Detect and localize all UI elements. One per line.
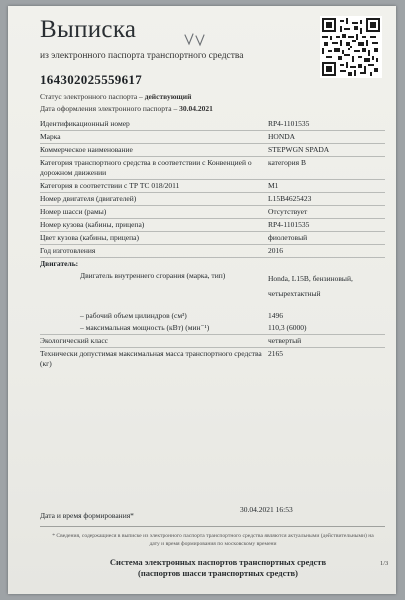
qr-code-icon bbox=[320, 16, 382, 78]
engine-type-label: Двигатель внутреннего сгорания (марка, тип) bbox=[80, 271, 226, 280]
status-line bbox=[40, 92, 191, 101]
row-value: L15B4625423 bbox=[268, 194, 312, 203]
table-row bbox=[40, 118, 385, 130]
row-value: четвертый bbox=[268, 336, 302, 345]
engine-type-value: Honda, L15B, бензиновый, четырехтактный bbox=[268, 274, 353, 298]
issue-date-label: Дата оформления электронного паспорта – bbox=[40, 104, 180, 113]
table-row bbox=[40, 205, 385, 218]
row-value: RP4-1101535 bbox=[268, 220, 310, 229]
table-row bbox=[40, 231, 385, 244]
row-value: M1 bbox=[268, 181, 279, 190]
row-label: Номер двигателя (двигателей) bbox=[40, 194, 137, 203]
footnote: * Сведения, содержащиеся в выписке из электронного паспорта транспортного средства являются актуальными (действительными) на дату и время формирования по московскому времени bbox=[52, 533, 374, 547]
row-label: Коммерческое наименование bbox=[40, 145, 133, 154]
status-value: действующий bbox=[144, 92, 192, 101]
table-row bbox=[40, 192, 385, 205]
document-number: 164302025559617 bbox=[40, 72, 142, 87]
row-value: категория B bbox=[268, 158, 307, 167]
engine-volume-row bbox=[40, 310, 385, 322]
row-label: Идентификационный номер bbox=[40, 119, 130, 128]
row-value: Отсутствует bbox=[268, 207, 308, 216]
row-label: Год изготовления bbox=[40, 246, 96, 255]
table-row bbox=[40, 179, 385, 192]
table-row bbox=[40, 334, 385, 347]
document-subtitle: из электронного паспорта транспортного средства bbox=[40, 51, 244, 61]
row-label: Технически допустимая максимальная масса транспортного средства (кг) bbox=[40, 349, 262, 368]
table-row bbox=[40, 244, 385, 257]
engine-header: Двигатель: bbox=[40, 259, 79, 268]
row-value: 2165 bbox=[268, 349, 283, 358]
page-number: 1/3 bbox=[380, 560, 389, 567]
formed-value: 30.04.2021 16:53 bbox=[240, 505, 293, 514]
engine-type-row bbox=[40, 270, 385, 302]
row-label: Категория в соответствии с ТР ТС 018/2011 bbox=[40, 181, 180, 190]
row-value: RP4-1101535 bbox=[268, 119, 310, 128]
status-label: Статус электронного паспорта – bbox=[40, 92, 145, 101]
issue-date-value: 30.04.2021 bbox=[179, 104, 213, 113]
row-label: Цвет кузова (кабины, прицепа) bbox=[40, 233, 139, 242]
row-label: Номер шасси (рамы) bbox=[40, 207, 107, 216]
engine-power-label: – максимальная мощность (кВт) (мин⁻¹) bbox=[80, 323, 210, 332]
table-row bbox=[40, 218, 385, 231]
document-sheet bbox=[8, 6, 396, 594]
row-label: Марка bbox=[40, 132, 61, 141]
document-title: Выписка bbox=[40, 16, 137, 43]
row-value: фиолетовый bbox=[268, 233, 308, 242]
row-label: Номер кузова (кабины, прицепа) bbox=[40, 220, 145, 229]
row-value: 2016 bbox=[268, 246, 283, 255]
engine-volume-value: 1496 bbox=[268, 311, 283, 320]
handwritten-signature-icon bbox=[183, 32, 209, 48]
table-row bbox=[40, 143, 385, 156]
vehicle-data-table bbox=[40, 118, 385, 370]
table-row bbox=[40, 130, 385, 143]
engine-volume-label: – рабочий объем цилиндров (см³) bbox=[80, 311, 187, 320]
row-value: STEPWGN SPADA bbox=[268, 145, 330, 154]
table-row bbox=[40, 347, 385, 370]
footer-divider bbox=[40, 526, 385, 527]
table-row bbox=[40, 156, 385, 179]
engine-header-row bbox=[40, 257, 385, 270]
system-title: Система электронных паспортов транспортных средств (паспортов шасси транспортных средств) bbox=[109, 557, 327, 578]
engine-power-row bbox=[40, 322, 385, 334]
row-value: HONDA bbox=[268, 132, 296, 141]
issue-date-line bbox=[40, 104, 213, 113]
formed-label: Дата и время формирования* bbox=[40, 511, 134, 520]
engine-power-value: 110,3 (6000) bbox=[268, 323, 307, 332]
row-label: Категория транспортного средства в соответствии с Конвенцией о дорожном движении bbox=[40, 158, 252, 177]
row-label: Экологический класс bbox=[40, 336, 108, 345]
